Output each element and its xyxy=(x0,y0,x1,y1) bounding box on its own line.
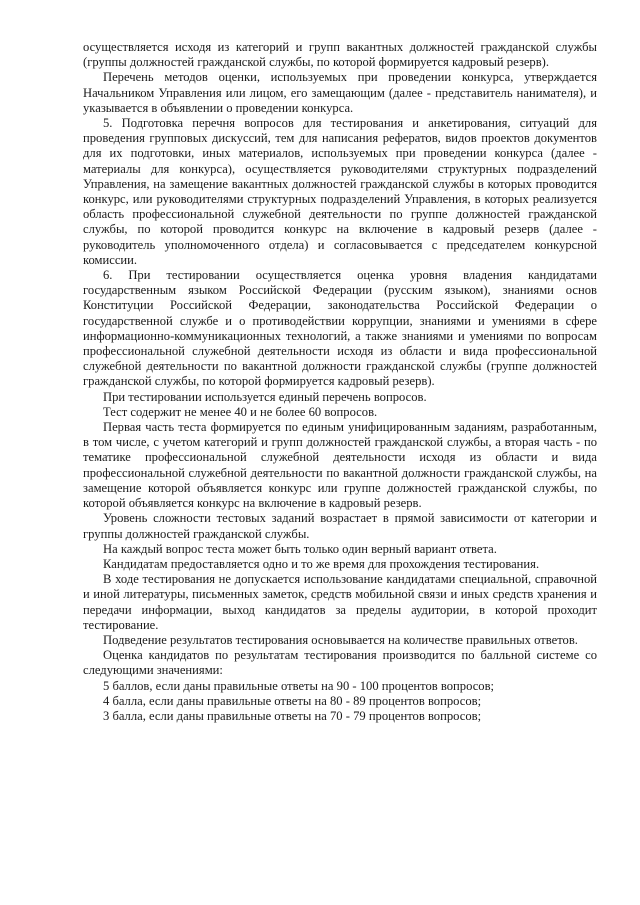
list-item: 5 баллов, если даны правильные ответы на 90 - 100 процентов вопросов; xyxy=(103,678,495,693)
list-item: 4 балла, если даны правильные ответы на 80 - 89 процентов вопросов; xyxy=(103,693,482,708)
paragraph: Кандидатам предоставляется одно и то же время для прохождения тестирования. xyxy=(103,556,540,571)
paragraph: осуществляется исходя из категорий и групп вакантных должностей гражданской службы (группы должностей гражданской службы, по которой формируется кадровый резерв). xyxy=(83,40,597,70)
paragraph: В ходе тестирования не допускается использование кандидатами специальной, справочной и иной литературы, письменных заметок, средств мобильной связи и иных средств хранения и передачи информации, выход кандидатов за пределы аудитории, в которой проходит тестирование. xyxy=(83,572,597,632)
paragraph: Перечень методов оценки, используемых при проведении конкурса, утверждается Начальником Управления или лицом, его замещающим (далее - представитель нанимателя), и указывается в объявлении о проведении конкурса. xyxy=(83,70,597,115)
paragraph: Уровень сложности тестовых заданий возрастает в прямой зависимости от категории и группы должностей гражданской службы. xyxy=(83,511,597,541)
document-page xyxy=(83,40,597,724)
list-item: 3 балла, если даны правильные ответы на 70 - 79 процентов вопросов; xyxy=(103,708,482,723)
paragraph: Тест содержит не менее 40 и не более 60 вопросов. xyxy=(103,404,378,419)
paragraph: Оценка кандидатов по результатам тестирования производится по балльной системе со следующими значениями: xyxy=(83,648,597,678)
paragraph: 6. При тестировании осуществляется оценка уровня владения кандидатами государственным языком Российской Федерации (русским языком), знаниями основ Конституции Российской Федерации, законодательства Российской Федерации о государственной службе и о противодействии коррупции, знаниями и умениями в сфере информационно-коммуникационных технологий, а также знаниями и умениями по вопросам профессиональной служебной деятельности исходя из области и вида профессиональной служебной деятельности по вакантной должности гражданской службы (группе должностей гражданской службы, по которой формируется кадровый резерв). xyxy=(83,268,597,389)
paragraph: 5. Подготовка перечня вопросов для тестирования и анкетирования, ситуаций для проведения групповых дискуссий, тем для написания рефератов, видов проектов документов для их подготовки, иных материалов, используемых при проведении конкурса (далее - материалы для конкурса), осуществляется руководителями структурных подразделений Управления, на замещение вакантных должностей гражданской службы в которых проводится конкурс, или руководителями структурных подразделений Управления, в которых реализуется область профессиональной служебной деятельности по группе должностей гражданской службы, по которой проводится конкурс на включение в кадровый резерв (далее - руководитель уполномоченного отдела) и согласовывается с председателем конкурсной комиссии. xyxy=(83,116,597,267)
paragraph: На каждый вопрос теста может быть только один верный вариант ответа. xyxy=(103,541,497,556)
paragraph: При тестировании используется единый перечень вопросов. xyxy=(103,389,427,404)
paragraph: Подведение результатов тестирования основывается на количестве правильных ответов. xyxy=(103,632,578,647)
paragraph: Первая часть теста формируется по единым унифицированным заданиям, разработанным, в том числе, с учетом категорий и групп должностей гражданской службы, а вторая часть - по тематике профессиональной служебной деятельности исходя из области и вида профессиональной служебной деятельности по вакантной должности гражданской службы, на замещение которой объявляется конкурс или группе должностей гражданской службы, по которой объявляется конкурс на включение в кадровый резерв. xyxy=(83,420,597,511)
